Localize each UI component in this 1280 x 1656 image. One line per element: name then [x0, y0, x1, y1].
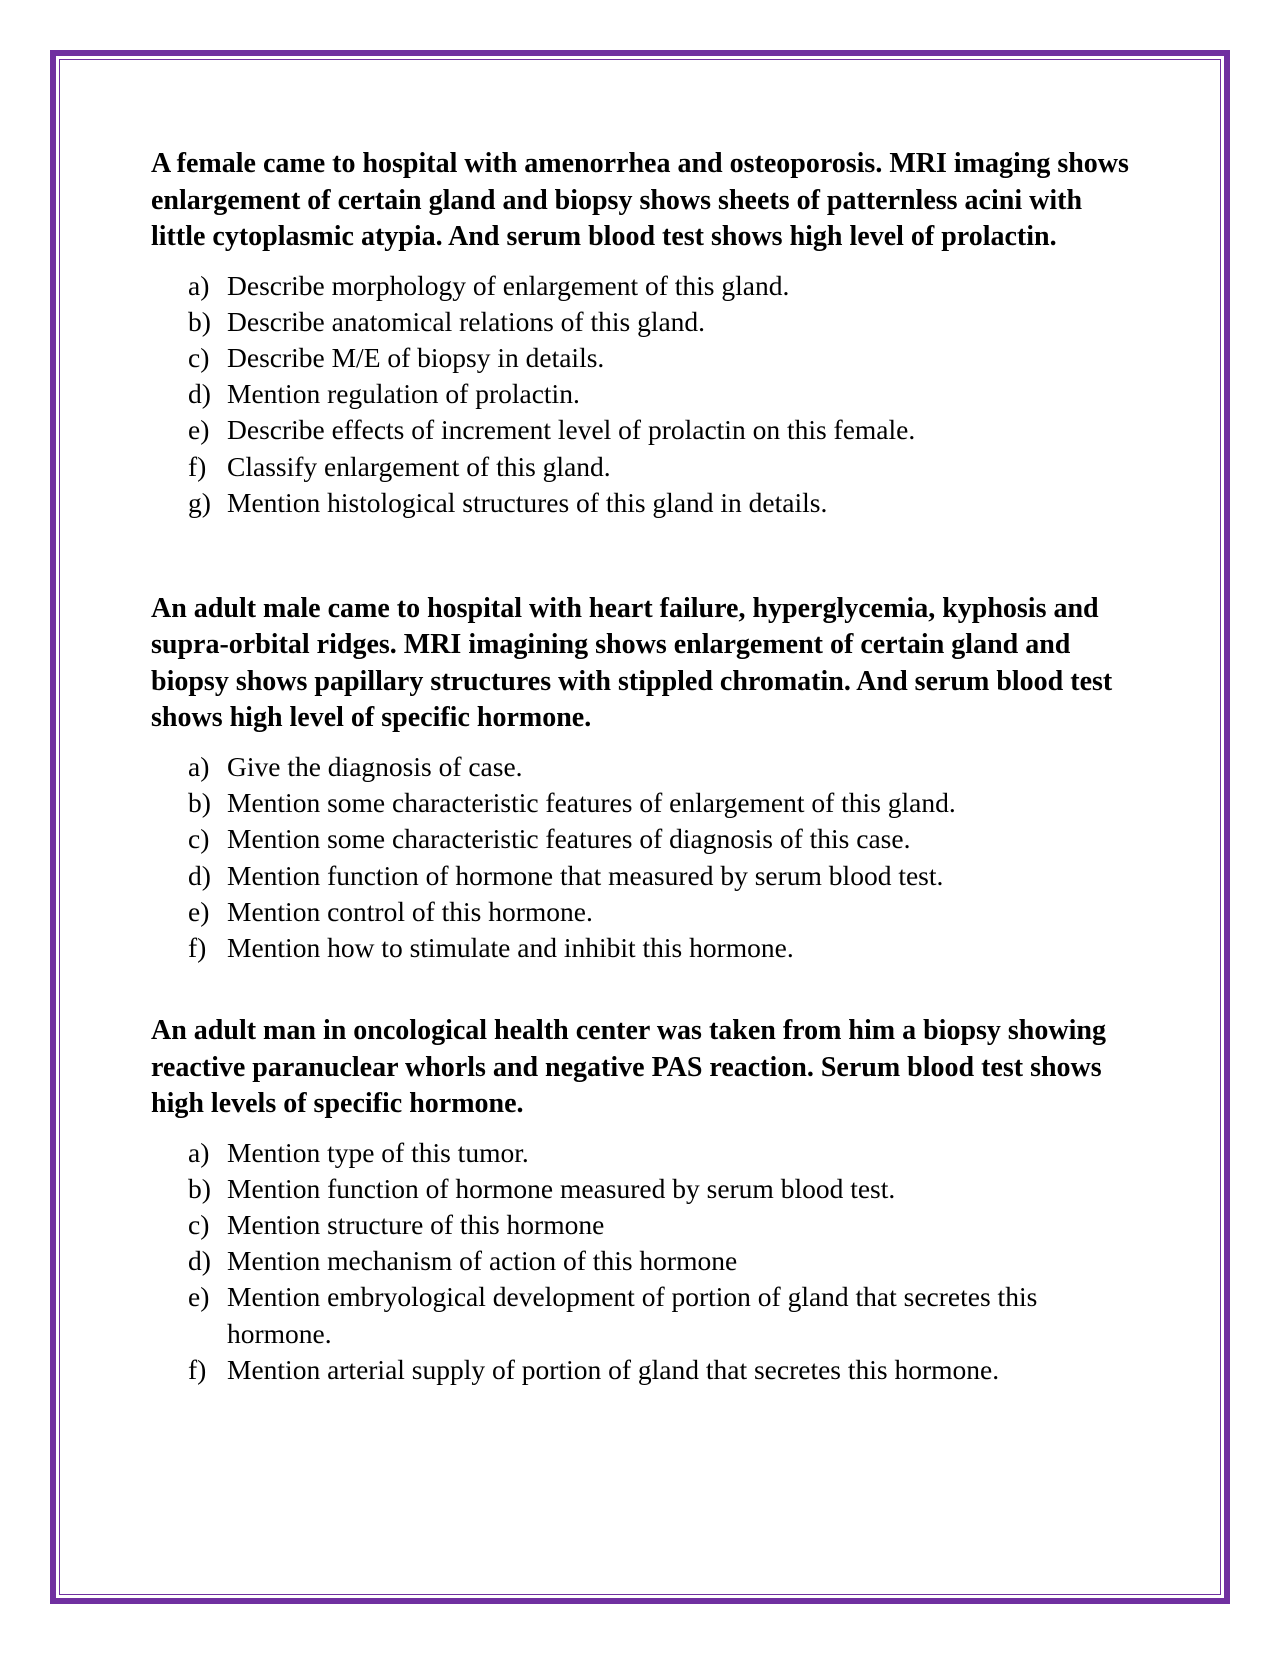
- item-letter: b): [188, 787, 211, 819]
- item-letter: d): [188, 1245, 211, 1277]
- item-letter: e): [188, 1281, 210, 1313]
- question-2: [151, 591, 1141, 966]
- item-letter: c): [188, 1209, 210, 1241]
- item-letter: d): [188, 378, 211, 410]
- question-items: [151, 749, 1141, 966]
- item-letter: f): [188, 1353, 207, 1385]
- item-letter: e): [188, 414, 210, 446]
- item-letter: d): [188, 859, 211, 891]
- item-text: Mention control of this hormone.: [227, 895, 593, 927]
- item-letter: f): [188, 931, 207, 963]
- list-item: [151, 1352, 1141, 1388]
- item-text: Mention some characteristic features of enlargement of this gland.: [227, 787, 956, 819]
- item-text: Mention regulation of prolactin.: [227, 378, 580, 410]
- question-stem: An adult man in oncological health center was taken from him a biopsy showing reactive paranuclear whorls and negative PAS reaction. Serum blood test shows high levels of specific hormone.: [151, 1015, 1106, 1120]
- item-letter: g): [188, 486, 211, 518]
- list-item: [151, 340, 1141, 376]
- list-item: [151, 485, 1141, 521]
- list-item: [151, 1207, 1141, 1243]
- item-text: Classify enlargement of this gland.: [227, 450, 611, 482]
- list-item: [151, 268, 1141, 304]
- list-item: [151, 821, 1141, 857]
- question-items: [151, 268, 1141, 521]
- list-item: [151, 1135, 1141, 1171]
- list-item: [151, 749, 1141, 785]
- list-item: [151, 894, 1141, 930]
- item-text: Describe effects of increment level of prolactin on this female.: [227, 414, 916, 446]
- item-letter: c): [188, 341, 210, 373]
- item-letter: e): [188, 895, 210, 927]
- question-stem: An adult male came to hospital with heart failure, hyperglycemia, kyphosis and supra-orbital ridges. MRI imagining shows enlargement of certain gland and biopsy shows papillary structures with stippled chromatin. And serum blood test shows high level of specific hormone.: [151, 592, 1113, 734]
- list-item: [151, 376, 1141, 412]
- list-item: [151, 785, 1141, 821]
- list-item: [151, 1279, 1141, 1351]
- item-text: Mention how to stimulate and inhibit this hormone.: [227, 931, 794, 963]
- list-item: [151, 1171, 1141, 1207]
- item-text: Mention mechanism of action of this hormone: [227, 1245, 738, 1277]
- question-1: [151, 146, 1141, 521]
- item-text: Mention type of this tumor.: [227, 1136, 529, 1168]
- item-letter: c): [188, 823, 210, 855]
- item-text: Mention some characteristic features of diagnosis of this case.: [227, 823, 911, 855]
- list-item: [151, 930, 1141, 966]
- item-text: Mention structure of this hormone: [227, 1209, 605, 1241]
- item-text: Mention arterial supply of portion of gland that secretes this hormone.: [227, 1353, 1000, 1385]
- list-item: [151, 412, 1141, 448]
- item-letter: b): [188, 1172, 211, 1204]
- item-letter: a): [188, 269, 210, 301]
- list-item: [151, 304, 1141, 340]
- item-letter: a): [188, 750, 210, 782]
- item-text: Mention function of hormone that measured by serum blood test.: [227, 859, 944, 891]
- list-item: [151, 1243, 1141, 1279]
- question-items: [151, 1135, 1141, 1388]
- document-content: [151, 146, 1141, 1388]
- item-text: Describe M/E of biopsy in details.: [227, 341, 605, 373]
- question-3: [151, 1013, 1141, 1388]
- list-item: [151, 449, 1141, 485]
- question-stem: A female came to hospital with amenorrhea and osteoporosis. MRI imaging shows enlargement of certain gland and biopsy shows sheets of patternless acini with little cytoplasmic atypia. And serum blood test shows high level of prolactin.: [151, 148, 1129, 252]
- item-letter: b): [188, 305, 211, 337]
- item-text: Mention embryological development of portion of gland that secretes this hormone.: [227, 1281, 1038, 1349]
- item-text: Mention function of hormone measured by serum blood test.: [227, 1172, 896, 1204]
- list-item: [151, 858, 1141, 894]
- item-letter: f): [188, 450, 207, 482]
- item-letter: a): [188, 1136, 210, 1168]
- item-text: Mention histological structures of this gland in details.: [227, 486, 828, 518]
- item-text: Describe anatomical relations of this gland.: [227, 305, 706, 337]
- item-text: Describe morphology of enlargement of this gland.: [227, 269, 790, 301]
- item-text: Give the diagnosis of case.: [227, 750, 523, 782]
